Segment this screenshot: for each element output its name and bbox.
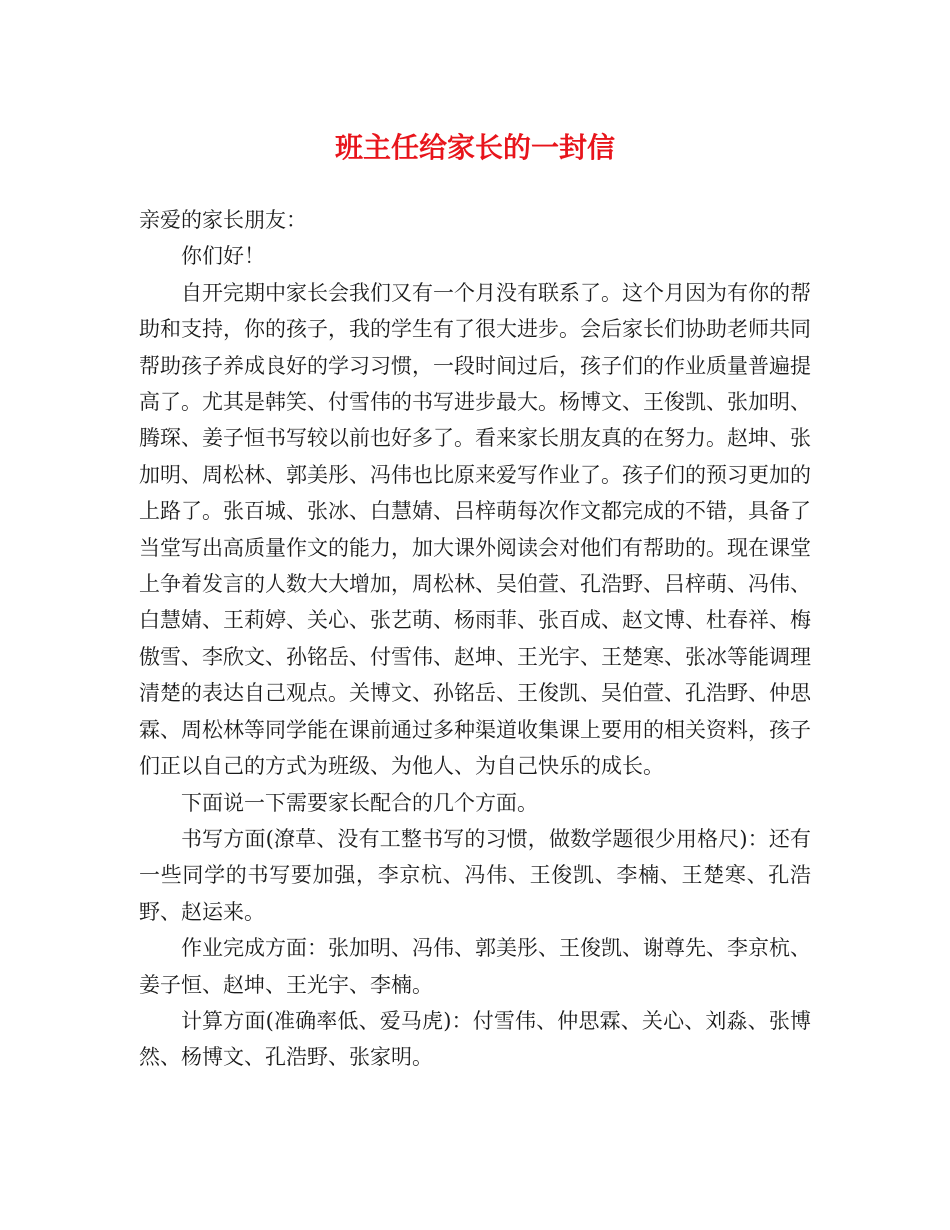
- paragraph-homework: 作业完成方面：张加明、冯伟、郭美彤、王俊凯、谢尊先、李京杭、姜子恒、赵坤、王光宇、李楠。: [139, 936, 811, 997]
- paragraph-calculation: 计算方面(准确率低、爱马虎)：付雪伟、仲思霖、关心、刘淼、张博然、杨博文、孔浩野、张家明。: [139, 1008, 811, 1070]
- salutation: 亲爱的家长朋友：: [139, 208, 307, 232]
- paragraph-progress: 自开完期中家长会我们又有一个月没有联系了。这个月因为有你的帮助和支持，你的孩子，我的学生有了很大进步。会后家长们协助老师共同帮助孩子养成良好的学习习惯，一段时间过后，孩子们的作业质量普遍提高了。尤其是韩笑、付雪伟的书写进步最大。杨博文、王俊凯、张加明、腾琛、姜子恒书写较以前也好多了。看来家长朋友真的在努力。赵坤、张加明、周松林、郭美彤、冯伟也比原来爱写作业了。孩子们的预习更加的上路了。张百城、张冰、白慧婧、吕梓萌每次作文都完成的不错，具备了当堂写出高质量作文的能力，加大课外阅读会对他们有帮助的。现在课堂上争着发言的人数大大增加，周松林、吴伯萱、孔浩野、吕梓萌、冯伟、白慧婧、王莉婷、关心、张艺萌、杨雨菲、张百成、赵文博、杜春祥、梅傲雪、李欣文、孙铭岳、付雪伟、赵坤、王光宇、王楚寒、张冰等能调理清楚的表达自己观点。关博文、孙铭岳、王俊凯、吴伯萱、孔浩野、仲思霖、周松林等同学能在课前通过多种渠道收集课上要用的相关资料，孩子们正以自己的方式为班级、为他人、为自己快乐的成长。: [139, 280, 811, 779]
- paragraph-cooperation-intro: 下面说一下需要家长配合的几个方面。: [181, 790, 538, 815]
- greeting: 你们好！: [181, 244, 265, 269]
- document-title: 班主任给家长的一封信: [334, 131, 615, 164]
- letter-body: [139, 202, 811, 1076]
- paragraph-writing: 书写方面(潦草、没有工整书写的习惯，做数学题很少用格尺)：还有一些同学的书写要加强，李京杭、冯伟、王俊凯、李楠、王楚寒、孔浩野、赵运来。: [139, 826, 811, 924]
